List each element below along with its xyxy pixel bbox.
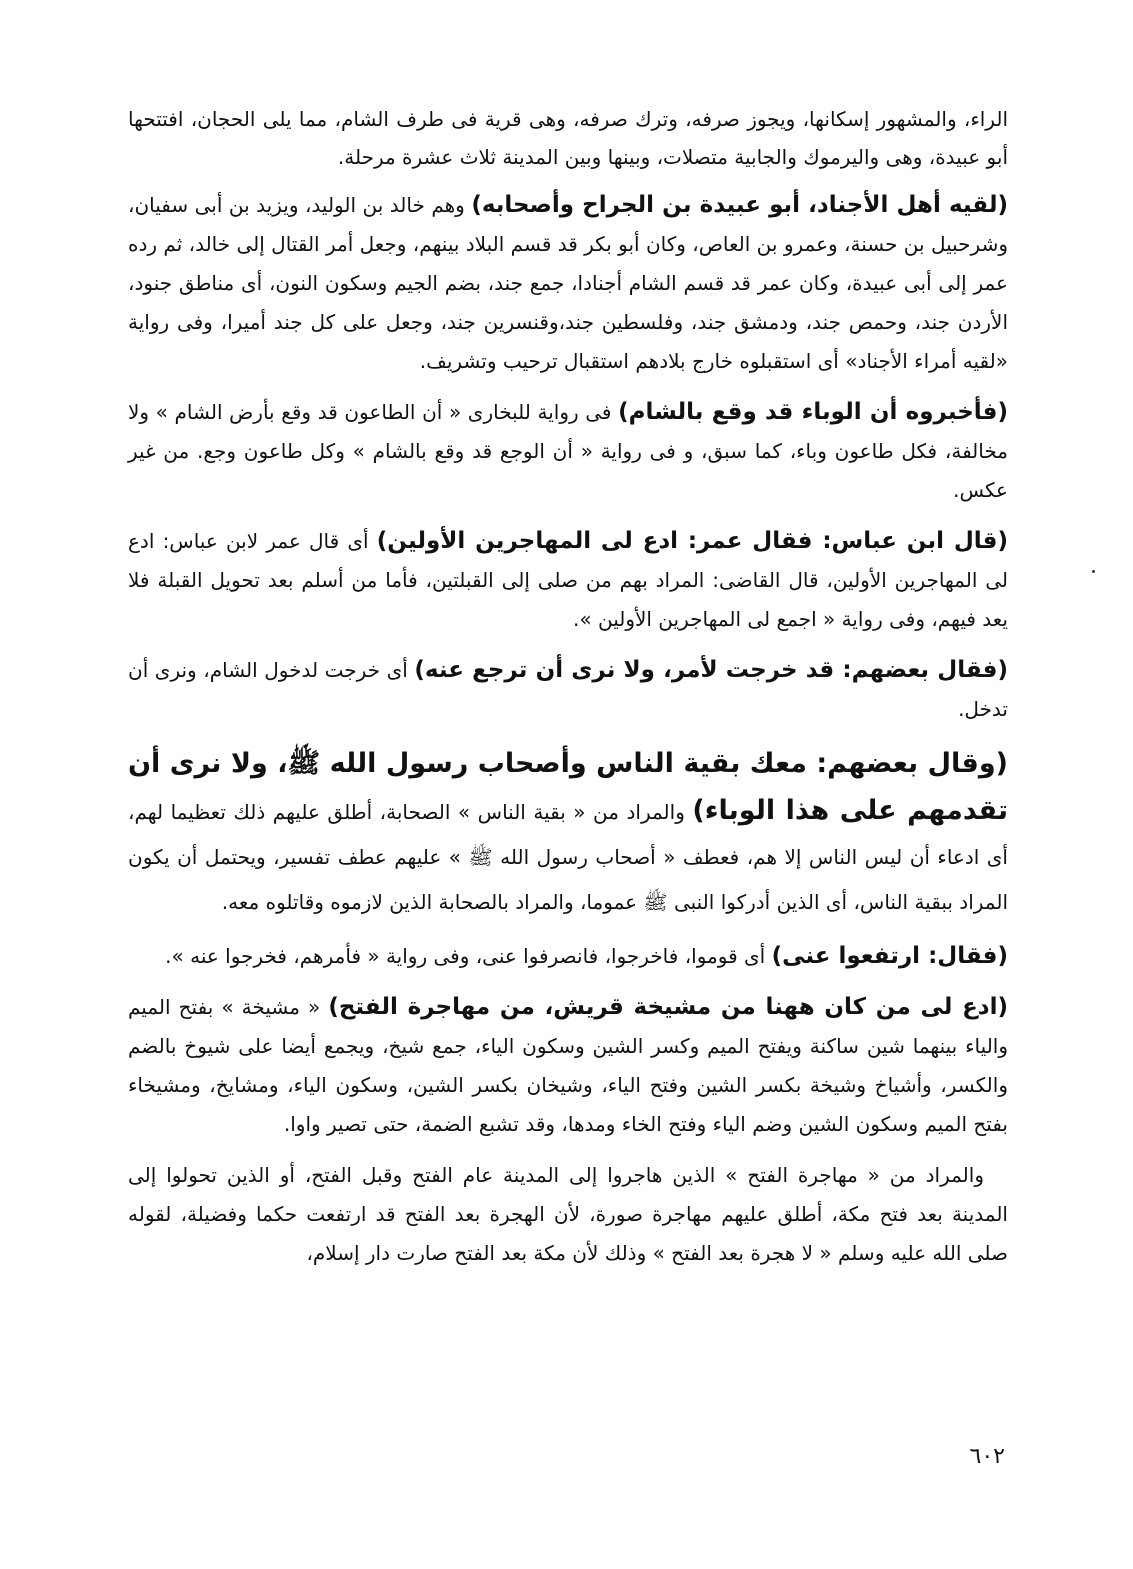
paragraph-mashyakha — [128, 988, 1008, 1144]
paragraph-baqiyat-alnas — [128, 741, 1008, 925]
paragraph-khrajta — [128, 651, 1008, 729]
lemma-heading: (قال ابن عباس: فقال عمر: ادع لى المهاجرين الأولين) — [376, 528, 1009, 554]
paragraph-text: والمراد من « بقية الناس » الصحابة، أطلق عليهم ذلك تعظيما لهم، أى ادعاء أن ليس الناس إلا هم، فعطف « أصحاب رسول الله ﷺ » عليهم عطف تفسير، ويحتمل أن يكون المراد ببقية الناس، أى الذين أدركوا النبى ﷺ عموما، والمراد بالصحابة الذين لازموه وقاتلوه معه. — [128, 800, 1008, 914]
paragraph-ajnad — [128, 186, 1008, 381]
paragraph-text: أى قوموا، فاخرجوا، فانصرفوا عنى، وفى رواية « فأمرهم، فخرجوا عنه ». — [165, 944, 772, 968]
paragraph-text: والمراد من « مهاجرة الفتح » الذين هاجروا إلى المدينة عام الفتح وقبل الفتح، أو الذين تحولوا إلى المدينة بعد فتح مكة، أطلق عليهم مهاجرة صورة، لأن الهجرة بعد الفتح قد ارتفعت حكما وفضيلة، لقوله صلى الله عليه وسلم « لا هجرة بعد الفتح » وذلك لأن مكة بعد الفتح صارت دار إسلام، — [128, 1163, 1008, 1265]
margin-mark — [1092, 570, 1095, 573]
lemma-heading: (وقال بعضهم: معك بقية الناس وأصحاب رسول الله ﷺ، ولا نرى أن تقدمهم على هذا الوباء) — [128, 748, 1008, 826]
lemma-heading: (فقال بعضهم: قد خرجت لأمر، ولا نرى أن ترجع عنه) — [414, 657, 1008, 683]
paragraph-text: أى خرجت لدخول الشام، ونرى أن تدخل. — [128, 658, 1008, 721]
paragraph-muhajirat-alfath — [128, 1156, 1008, 1273]
paragraph-waba — [128, 393, 1008, 510]
document-page — [128, 100, 1008, 1540]
paragraph-irtafiu — [128, 937, 1008, 976]
lemma-heading: (فقال: ارتفعوا عنى) — [771, 943, 1008, 969]
paragraph-ibn-abbas — [128, 522, 1008, 639]
paragraph-text: فى رواية للبخارى « أن الطاعون قد وقع بأرض الشام » ولا مخالفة، فكل طاعون وباء، كما سبق، و فى رواية « أن الوجع قد وقع بالشام » وكل طاعون وجع. من غير عكس. — [128, 400, 1008, 502]
lemma-heading: (فأخبروه أن الوباء قد وقع بالشام) — [618, 399, 1008, 425]
lemma-heading: (ادع لى من كان ههنا من مشيخة قريش، من مهاجرة الفتح) — [328, 994, 1009, 1020]
page-number: ٦٠٢ — [969, 1444, 1005, 1469]
lemma-heading: (لقيه أهل الأجناد، أبو عبيدة بن الجراح وأصحابه) — [471, 192, 1008, 218]
paragraph-text: « مشيخة » بفتح الميم والياء بينهما شين ساكنة ويفتح الميم وكسر الشين وسكون الياء، جمع شيخ، ويجمع أيضا على شيوخ بالضم والكسر، وأشياخ وشيخة بكسر الشين وفتح الياء، وشيخان بكسر الشين، وسكون الياء، ومشايخ، ومشيخاء بفتح الميم وسكون الشين وضم الياء وفتح الخاء ومدها، وقد تشبع الضمة، حتى تصير واوا. — [128, 995, 1008, 1136]
paragraph-text: أى قال عمر لابن عباس: ادع لى المهاجرين الأولين، قال القاضى: المراد بهم من صلى إلى القبلتين، فأما من أسلم بعد تحويل القبلة فلا يعد فيهم، وفى رواية « اجمع لى المهاجرين الأولين ». — [128, 529, 1008, 631]
paragraph-text: وهم خالد بن الوليد، ويزيد بن أبى سفيان، وشرحبيل بن حسنة، وعمرو بن العاص، وكان أبو بكر قد قسم البلاد بينهم، وجعل أمر القتال إلى خالد، ثم رده عمر إلى أبى عبيدة، وكان عمر قد قسم الشام أجنادا، جمع جند، بضم الجيم وسكون النون، أى مناطق جنود، الأردن جند، وحمص جند، ودمشق جند، وفلسطين جند،وقنسرين جند، وجعل على كل جند أميرا، وفى رواية «لقيه أمراء الأجناد» أى استقبلوه خارج بلادهم استقبال ترحيب وتشريف. — [128, 193, 1008, 373]
paragraph-intro — [128, 100, 1008, 176]
paragraph-text: الراء، والمشهور إسكانها، ويجوز صرفه، وترك صرفه، وهى قرية فى طرف الشام، مما يلى الحجان، افتتحها أبو عبيدة، وهى واليرموك والجابية متصلات، وبينها وبين المدينة ثلاث عشرة مرحلة. — [128, 107, 1008, 169]
